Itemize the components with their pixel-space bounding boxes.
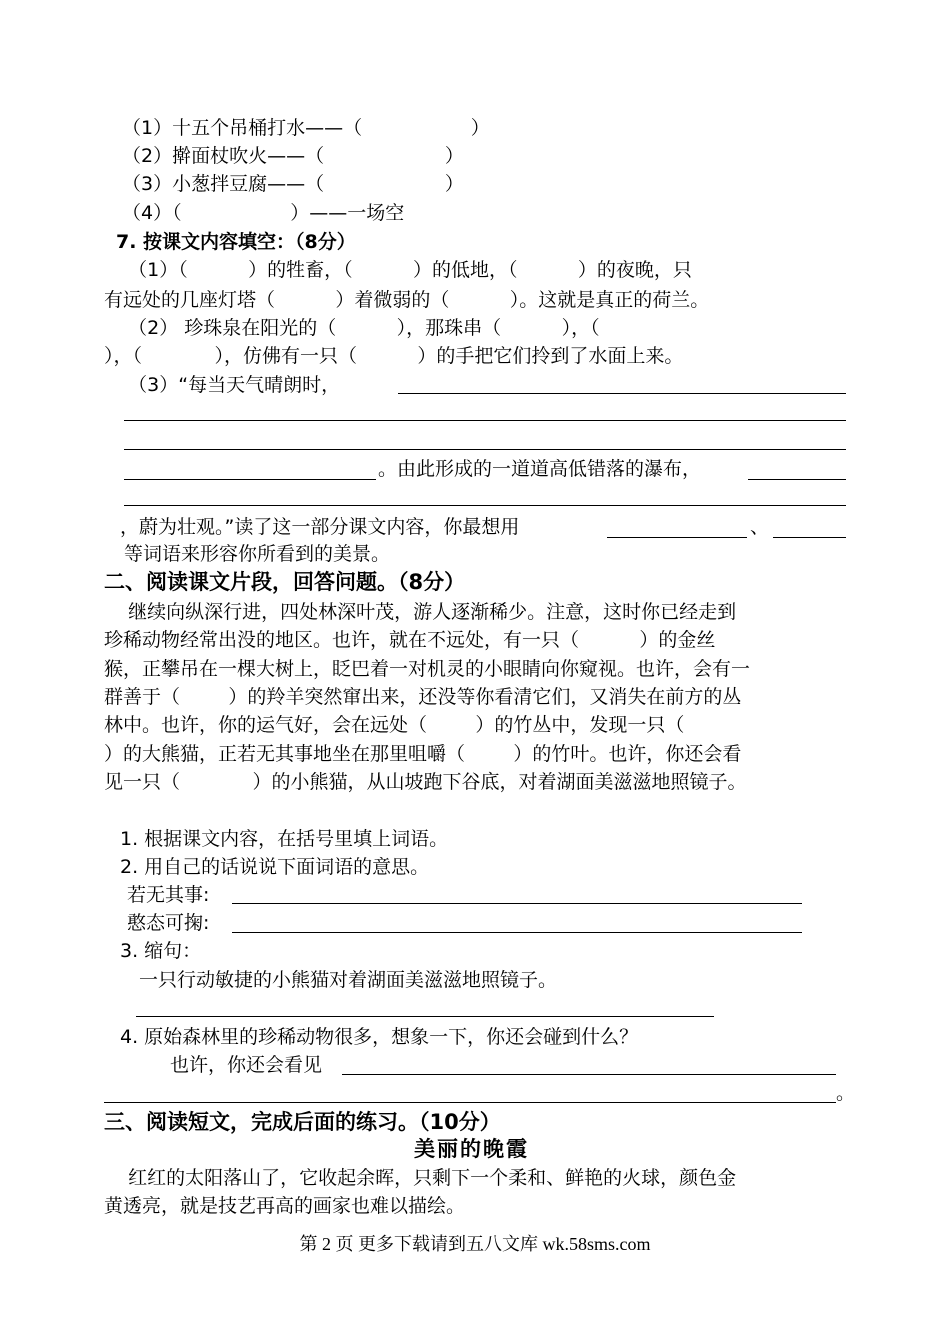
idiom-line-3: （3）小葱拌豆腐——（ ） [122, 173, 464, 195]
article-title: 美丽的晚霞 [414, 1137, 529, 1161]
idiom-line-2: （2）擀面杖吹火——（ ） [122, 145, 464, 167]
passage-line: 林中。也许，你的运气好，会在远处（ ）的竹丛中，发现一只（ [104, 714, 685, 736]
q7-line-8: 等词语来形容你所看到的美景。 [124, 543, 391, 565]
section-3-heading: 三、阅读短文，完成后面的练习。（10分） [104, 1110, 501, 1134]
answer-line [136, 1016, 714, 1017]
page-footer: 第 2 页 更多下载请到五八文库 wk.58sms.com [299, 1234, 651, 1254]
idiom-line-4: （4）（ ）——一场空 [122, 202, 405, 224]
q7-heading: 7. 按课文内容填空：（8分） [116, 231, 356, 253]
sec2-question-1: 1. 根据课文内容，在括号里填上词语。 [120, 828, 449, 850]
sec2-question-4: 4. 原始森林里的珍稀动物很多，想象一下，你还会碰到什么？ [120, 1026, 639, 1048]
passage-line: 群善于（ ）的羚羊突然窜出来，还没等你看清它们，又消失在前方的丛 [104, 686, 742, 708]
answer-line [398, 393, 846, 394]
q7-line-6: 。由此形成的一道道高低错落的瀑布， [378, 458, 702, 480]
word-2-label: 憨态可掬: [127, 912, 210, 934]
passage-line: ）的大熊猫，正若无其事地坐在那里咀嚼（ ）的竹叶。也许，你还会看 [104, 743, 742, 765]
section-2-heading: 二、阅读课文片段，回答问题。（8分） [104, 570, 466, 594]
q7-line-3: （2） 珍珠泉在阳光的（ ），那珠串（ ），（ [104, 317, 600, 339]
answer-line [773, 537, 846, 538]
article-line: 黄透亮，就是技艺再高的画家也难以描绘。 [104, 1195, 466, 1217]
sec2-question-3: 3. 缩句： [120, 940, 202, 962]
q7-line-4: ），（ ），仿佛有一只（ ）的手把它们拎到了水面上来。 [104, 345, 684, 367]
q7-separator: 、 [750, 516, 770, 538]
q7-line-5: （3）“每当天气晴朗时， [104, 374, 341, 396]
answer-line [232, 932, 802, 933]
answer-line [104, 1102, 836, 1103]
q7-line-2: 有远处的几座灯塔（ ）着微弱的（ ）。这就是真正的荷兰。 [104, 289, 710, 311]
q4-end-mark: 。 [836, 1082, 856, 1104]
answer-line [124, 479, 376, 480]
answer-line [124, 420, 846, 421]
idiom-line-1: （1）十五个吊桶打水——（ ） [122, 117, 490, 139]
answer-line [232, 903, 802, 904]
passage-line: 见一只（ ）的小熊猫，从山坡跑下谷底，对着湖面美滋滋地照镜子。 [104, 771, 747, 793]
passage-line: 猴，正攀吊在一棵大树上，眨巴着一对机灵的小眼睛向你窥视。也许，会有一 [104, 658, 751, 680]
sentence-to-shorten: 一只行动敏捷的小熊猫对着湖面美滋滋地照镜子。 [139, 969, 558, 991]
answer-line [748, 479, 846, 480]
q4-lead-text: 也许，你还会看见 [170, 1054, 323, 1076]
answer-line [607, 537, 747, 538]
answer-line [124, 449, 846, 450]
q7-line-1: （1）（ ）的牲畜，（ ）的低地，（ ）的夜晚，只 [104, 259, 692, 281]
article-line: 红红的太阳落山了，它收起余晖，只剩下一个柔和、鲜艳的火球，颜色金 [104, 1167, 737, 1189]
sec2-question-2: 2. 用自己的话说说下面词语的意思。 [120, 856, 430, 878]
answer-line [342, 1074, 836, 1075]
word-1-label: 若无其事: [127, 884, 210, 906]
passage-line: 珍稀动物经常出没的地区。也许，就在不远处，有一只（ ）的金丝 [104, 629, 716, 651]
answer-line [124, 505, 846, 506]
passage-line: 继续向纵深行进，四处林深叶茂，游人逐渐稀少。注意，这时你已经走到 [104, 601, 737, 623]
q7-line-7: ，蔚为壮观。”读了这一部分课文内容，你最想用 [120, 516, 520, 538]
